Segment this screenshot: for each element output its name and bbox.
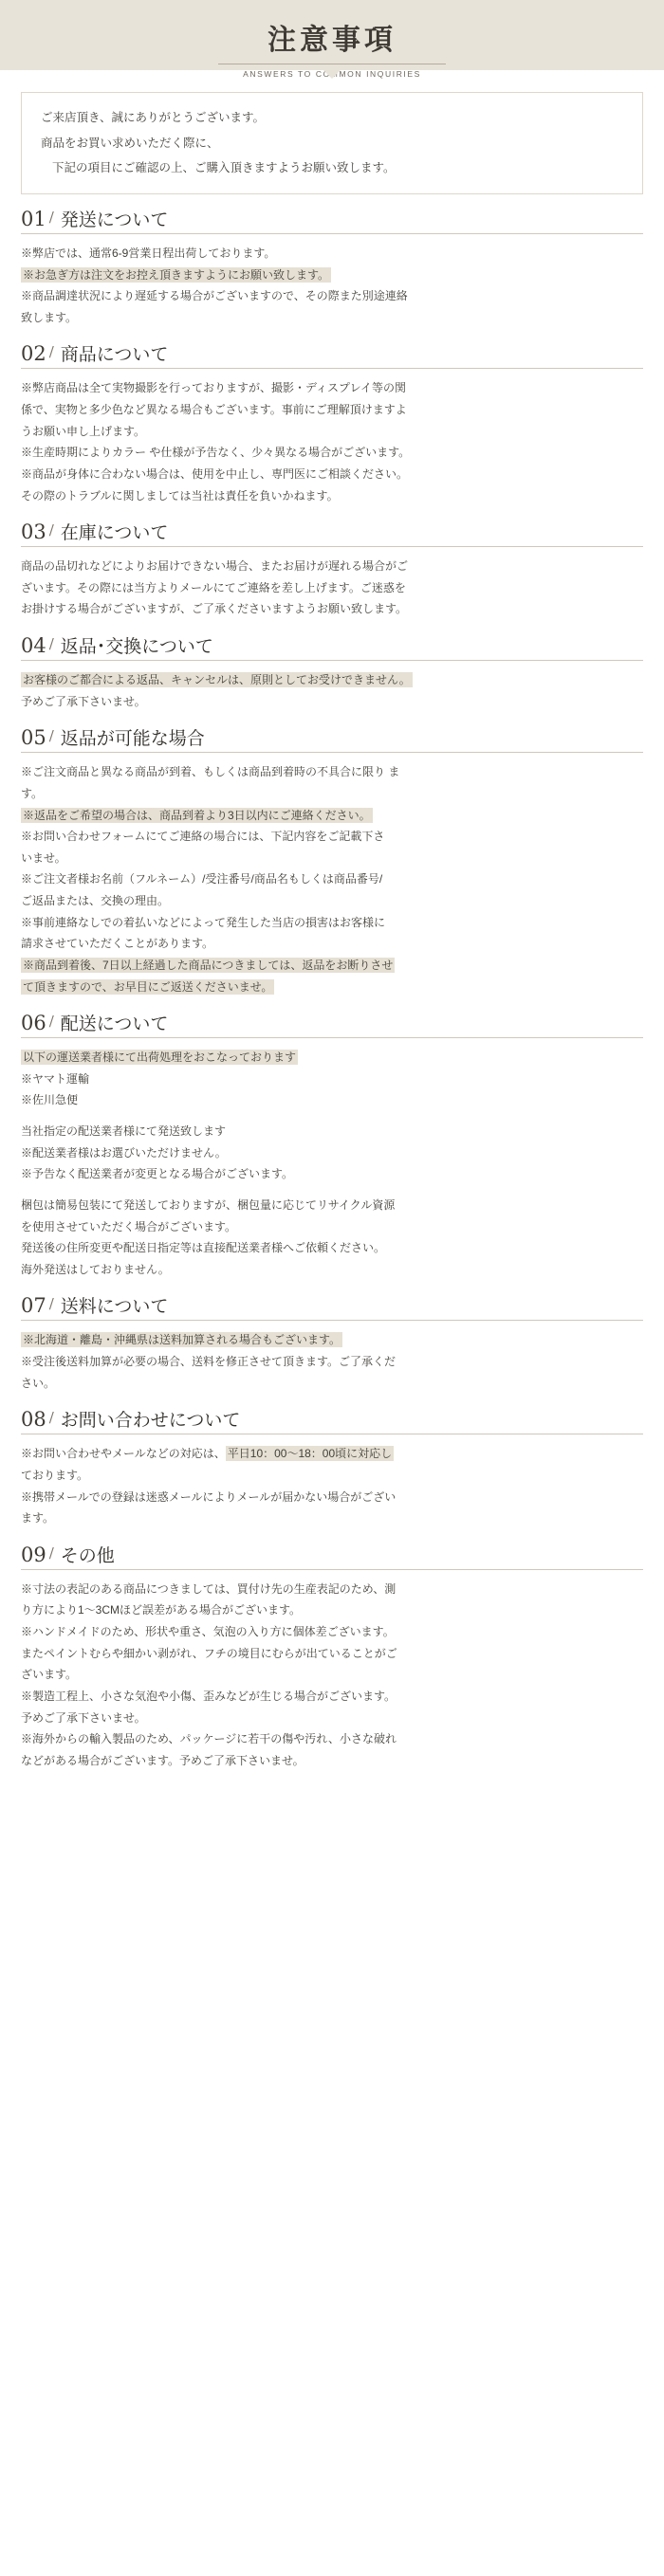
section-slash: /: [48, 1013, 54, 1031]
section-title: 配送について: [60, 1014, 169, 1035]
intro-box: [21, 92, 643, 194]
section-number: 08: [21, 1408, 46, 1432]
section-paragraph: 予めご了承下さいませ。: [21, 1710, 146, 1725]
section-slash: /: [48, 1295, 54, 1313]
section-paragraph: その際のトラブルに関しましては当社は責任を負いかねます。: [21, 488, 339, 502]
section-paragraph: お掛けする場合がございますが、ご了承くださいますようお願い致します。: [21, 602, 408, 616]
section-01: [21, 194, 643, 328]
section-heading: [21, 1014, 643, 1038]
section-title: 発送について: [60, 209, 169, 230]
section-heading: [21, 636, 643, 661]
section-paragraph: 海外発送はしておりません。: [21, 1262, 170, 1276]
section-paragraph: ※配送業者様はお選びいただけません。: [21, 1145, 227, 1160]
section-number: 02: [21, 342, 46, 366]
section-number: 01: [21, 207, 46, 230]
section-body: [21, 557, 643, 619]
section-paragraph: ※ご注文者様お名前（フルネーム）/受注番号/商品名もしくは商品番号/: [21, 872, 383, 886]
section-heading: [21, 344, 643, 369]
section-paragraph: ご返品または、交換の理由。: [21, 894, 170, 907]
highlighted-text: て頂きますので、お早目にご返送くださいませ。: [23, 979, 273, 994]
highlighted-text: ※返品をご希望の場合は、商品到着より3日以内にご連絡ください。: [23, 808, 371, 822]
section-paragraph: り方により1～3CMほど誤差がある場合がございます。: [21, 1603, 302, 1617]
section-paragraph: [21, 670, 643, 690]
section-heading: [21, 1296, 643, 1321]
section-paragraph: 梱包は簡易包装にて発送しておりますが、梱包量に応じてリサイクル資源: [21, 1197, 396, 1212]
section-paragraph: ざいます。: [21, 1668, 78, 1682]
section-number: 04: [21, 634, 46, 657]
section-paragraph: などがある場合がございます。予めご了承下さいませ。: [21, 1753, 304, 1767]
section-paragraph: ※寸法の表記のある商品につきましては、買付け先の生産表記のため、測: [21, 1581, 397, 1596]
section-paragraph: 致します。: [21, 310, 78, 324]
sections-container: [0, 194, 664, 1771]
section-paragraph: ※海外からの輸入製品のため、パッケージに若干の傷や汚れ、小さな破れ: [21, 1732, 397, 1746]
section-paragraph: ※携帯メールでの登録は迷惑メールによりメールが届かない場合がござい: [21, 1489, 397, 1504]
section-paragraph: ※予告なく配送業者が変更となる場合がございます。: [21, 1167, 294, 1181]
section-slash: /: [48, 1544, 54, 1562]
section-paragraph: す。: [21, 786, 44, 800]
page-bottom-spacer: [0, 1772, 664, 1797]
section-body: [21, 244, 643, 328]
section-heading: [21, 207, 643, 234]
section-paragraph: ※ハンドメイドのため、形状や重さ、気泡の入り方に個体差ございます。: [21, 1625, 395, 1638]
section-paragraph: ております。: [21, 1468, 89, 1482]
section-paragraph: ※受注後送料加算が必要の場合、送料を修正させて頂きます。ご了承くだ: [21, 1355, 397, 1368]
section-title: 返品･交換について: [60, 636, 213, 657]
section-title: その他: [60, 1544, 115, 1566]
header-arrow-icon: [323, 70, 341, 79]
section-slash: /: [48, 635, 54, 652]
section-05: [21, 713, 643, 996]
highlighted-text: ※北海道・離島・沖縄県は送料加算される場合もございます。: [23, 1333, 341, 1347]
section-02: [21, 329, 643, 505]
section-title: 送料について: [60, 1296, 169, 1318]
intro-line: 下記の項目にご確認の上、ご購入頂きますようお願い致します。: [52, 161, 396, 175]
section-slash: /: [48, 208, 54, 226]
highlighted-text: ※商品到着後、7日以上経過した商品につきましては、返品をお断りさせ: [23, 958, 394, 972]
section-paragraph: を使用させていただく場合がございます。: [21, 1219, 237, 1233]
section-paragraph: 当社指定の配送業者様にて発送致します: [21, 1124, 227, 1138]
section-paragraph: さい。: [21, 1376, 56, 1390]
highlighted-text: 以下の運送業者様にて出荷処理をおこなっております: [23, 1050, 297, 1065]
highlighted-text: 平日10：00～18：00頃に対応し: [227, 1447, 393, 1461]
section-07: [21, 1281, 643, 1393]
section-heading: [21, 522, 643, 547]
section-body: [21, 762, 643, 996]
highlighted-text: ※お急ぎ方は注文をお控え頂きますようにお願い致します。: [23, 267, 330, 282]
page-header: [0, 0, 664, 79]
section-paragraph: またペイントむらや細かい剥がれ、フチの境目にむらが出ていることがご: [21, 1646, 397, 1660]
section-slash: /: [48, 727, 54, 745]
section-paragraph: [21, 977, 643, 997]
section-paragraph: ※お問い合わせやメールなどの対応は、 平日10：00～18：00頃に対応し: [21, 1447, 393, 1461]
section-paragraph: いませ。: [21, 850, 66, 865]
section-paragraph: 発送後の住所変更や配送日指定等は直接配送業者様へご依頼ください。: [21, 1241, 386, 1255]
section-paragraph: [21, 806, 643, 826]
section-title: 商品について: [60, 344, 169, 366]
section-04: [21, 621, 643, 711]
section-paragraph: ※商品調達状況により遅延する場合がございますので、その際また別途連絡: [21, 289, 408, 303]
section-body: [21, 1444, 643, 1528]
section-paragraph: 予めご了承下さいませ。: [21, 694, 146, 708]
section-paragraph: ※ご注文商品と異なる商品が到着、もしくは商品到着時の不具合に限り ま: [21, 765, 400, 779]
section-paragraph: ※製造工程上、小さな気泡や小傷、歪みなどが生じる場合がございます。: [21, 1689, 397, 1703]
section-slash: /: [48, 343, 54, 361]
section-09: [21, 1530, 643, 1771]
section-slash: /: [48, 521, 54, 539]
section-08: [21, 1395, 643, 1528]
section-paragraph: ※お問い合わせフォームにてご連絡の場合には、下記内容をご記載下さ: [21, 830, 385, 844]
section-paragraph: ※佐川急便: [21, 1093, 79, 1107]
section-paragraph: ※事前連絡なしでの着払いなどによって発生した当店の損害はお客様に: [21, 915, 386, 929]
section-body: [21, 1580, 643, 1771]
section-number: 09: [21, 1543, 46, 1566]
page-title: 注意事項: [267, 24, 397, 57]
section-number: 05: [21, 726, 46, 750]
section-paragraph: うお願い申し上げます。: [21, 424, 146, 438]
section-paragraph: [21, 956, 643, 976]
section-paragraph: ※弊店商品は全て実物撮影を行っておりますが、撮影・ディスプレイ等の関: [21, 381, 406, 395]
intro-line: ご来店頂き、誠にありがとうございます。: [41, 111, 266, 124]
intro-line: 商品をお買い求めいただく際に、: [41, 136, 219, 150]
section-paragraph: 商品の品切れなどによりお届けできない場合、またお届けが遅れる場合がご: [21, 559, 409, 574]
section-heading: [21, 1545, 643, 1570]
highlighted-text: お客様のご都合による返品、キャンセルは、原則としてお受けできません。: [23, 673, 411, 686]
section-number: 07: [21, 1294, 46, 1318]
section-paragraph: ※ヤマト運輸: [21, 1071, 90, 1086]
section-heading: [21, 1410, 643, 1434]
section-number: 06: [21, 1012, 46, 1035]
section-body: [21, 670, 643, 711]
page-subtitle: ANSWERS TO COMMON INQUIRIES: [243, 69, 421, 79]
section-paragraph: ます。: [21, 1511, 55, 1526]
section-06: [21, 998, 643, 1279]
section-paragraph: [21, 1048, 643, 1068]
section-paragraph: [21, 265, 643, 285]
section-paragraph: [21, 1330, 643, 1350]
section-body: [21, 378, 643, 505]
section-03: [21, 507, 643, 619]
section-slash: /: [48, 1409, 54, 1427]
section-title: 在庫について: [60, 522, 169, 544]
section-body: [21, 1330, 643, 1393]
section-paragraph: ※商品が身体に合わない場合は、使用を中止し、専門医にご相談ください。: [21, 466, 409, 481]
section-body: [21, 1048, 643, 1279]
section-title: お問い合わせについて: [60, 1410, 241, 1432]
section-title: 返品が可能な場合: [60, 728, 205, 750]
section-paragraph: 請求させていただくことがあります。: [21, 937, 214, 951]
section-number: 03: [21, 521, 46, 544]
section-paragraph: ※弊店では、通常6-9営業日程出荷しております。: [21, 246, 276, 260]
section-paragraph: ざいます。その際には当方よりメールにてご連絡を差し上げます。ご迷惑を: [21, 580, 406, 594]
section-heading: [21, 728, 643, 753]
section-paragraph: ※生産時期によりカラー や仕様が予告なく、少々異なる場合がございます。: [21, 446, 411, 460]
section-paragraph: 係で、実物と多少色など異なる場合もございます。事前にご理解頂けますよ: [21, 403, 407, 416]
